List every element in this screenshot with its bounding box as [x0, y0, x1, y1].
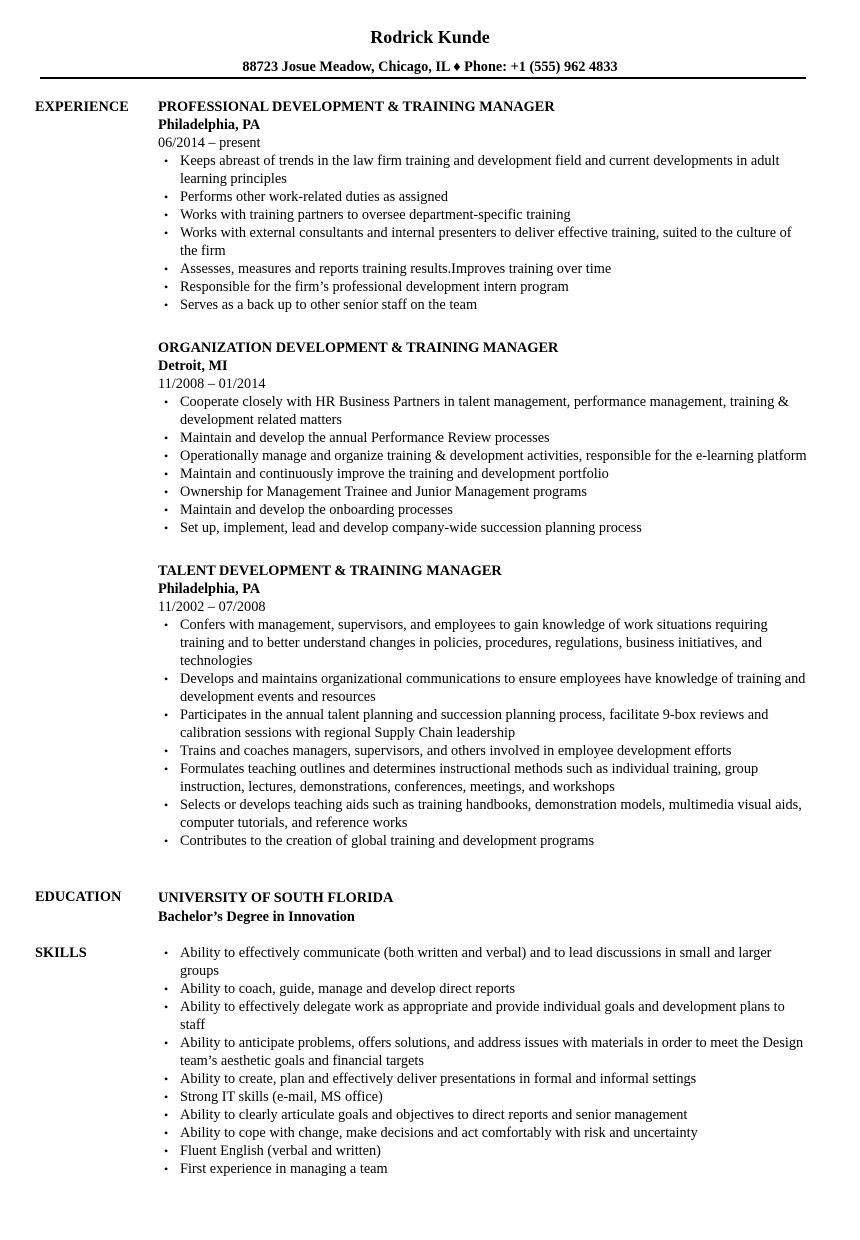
job-location: Philadelphia, PA: [158, 581, 261, 597]
bullet-item: • Maintain and develop the annual Performance Review processes: [158, 429, 808, 447]
skill-item: • First experience in managing a team: [158, 1160, 808, 1178]
skill-item: • Ability to anticipate problems, offers solutions, and address issues with materials in order to meet the Design team’s aesthetic goals and financial targets: [158, 1034, 808, 1070]
job-bullets: [158, 393, 808, 537]
job-dates: 06/2014 – present: [158, 135, 261, 151]
skills-list: [158, 944, 808, 1178]
job-title: ORGANIZATION DEVELOPMENT & TRAINING MANAGER: [158, 340, 559, 356]
bullet-item: • Works with external consultants and internal presenters to deliver effective training, suited to the culture of the firm: [158, 224, 808, 260]
job-bullets: [158, 616, 808, 850]
bullet-item: • Set up, implement, lead and develop company-wide succession planning process: [158, 519, 808, 537]
contact-info: 88723 Josue Meadow, Chicago, IL ♦ Phone: +1 (555) 962 4833: [242, 59, 618, 75]
degree: Bachelor’s Degree in Innovation: [158, 909, 355, 925]
bullet-item: • Ownership for Management Trainee and Junior Management programs: [158, 483, 808, 501]
bullet-item: • Performs other work-related duties as assigned: [158, 188, 808, 206]
job-title: PROFESSIONAL DEVELOPMENT & TRAINING MANAGER: [158, 99, 555, 115]
bullet-item: • Works with training partners to oversee department-specific training: [158, 206, 808, 224]
bullet-item: • Serves as a back up to other senior staff on the team: [158, 296, 808, 314]
skill-item: • Ability to cope with change, make decisions and act comfortably with risk and uncertainty: [158, 1124, 808, 1142]
bullet-item: • Maintain and continuously improve the training and development portfolio: [158, 465, 808, 483]
school-name: UNIVERSITY OF SOUTH FLORIDA: [158, 890, 394, 906]
job-entry: [158, 562, 808, 850]
bullet-item: • Operationally manage and organize training & development activities, responsible for the e-learning platform: [158, 447, 808, 465]
skill-item: • Ability to create, plan and effectively deliver presentations in formal and informal settings: [158, 1070, 808, 1088]
bullet-item: • Responsible for the firm’s professional development intern program: [158, 278, 808, 296]
candidate-name: Rodrick Kunde: [370, 27, 490, 47]
skill-item: • Strong IT skills (e-mail, MS office): [158, 1088, 808, 1106]
bullet-item: • Contributes to the creation of global training and development programs: [158, 832, 808, 850]
skill-item: • Fluent English (verbal and written): [158, 1142, 808, 1160]
job-location: Detroit, MI: [158, 358, 228, 374]
job-location: Philadelphia, PA: [158, 117, 261, 133]
skill-item: • Ability to coach, guide, manage and develop direct reports: [158, 980, 808, 998]
section-label: EDUCATION: [35, 889, 122, 905]
job-dates: 11/2002 – 07/2008: [158, 599, 266, 615]
skill-item: • Ability to effectively communicate (both written and verbal) and to lead discussions in small and larger groups: [158, 944, 808, 980]
bullet-item: • Cooperate closely with HR Business Partners in talent management, performance management, training & development related matters: [158, 393, 808, 429]
bullet-item: • Assesses, measures and reports training results.Improves training over time: [158, 260, 808, 278]
skill-item: • Ability to effectively delegate work as appropriate and provide individual goals and development plans to staff: [158, 998, 808, 1034]
bullet-item: • Formulates teaching outlines and determines instructional methods such as individual training, group instruction, lectures, demonstrations, conferences, meetings, and workshops: [158, 760, 808, 796]
bullet-item: • Selects or develops teaching aids such as training handbooks, demonstration models, multimedia visual aids, computer tutorials, and reference works: [158, 796, 808, 832]
section-label: SKILLS: [35, 945, 87, 961]
bullet-item: • Trains and coaches managers, supervisors, and others involved in employee development efforts: [158, 742, 808, 760]
bullet-item: • Participates in the annual talent planning and succession planning process, facilitate 9-box reviews and calibration sessions with regional Supply Chain leadership: [158, 706, 808, 742]
job-dates: 11/2008 – 01/2014: [158, 376, 266, 392]
header-divider: [40, 77, 806, 79]
job-entry: [158, 339, 808, 537]
job-bullets: [158, 152, 808, 314]
job-title: TALENT DEVELOPMENT & TRAINING MANAGER: [158, 563, 502, 579]
bullet-item: • Develops and maintains organizational communications to ensure employees have knowledge of training and development events and resources: [158, 670, 808, 706]
bullet-item: • Maintain and develop the onboarding processes: [158, 501, 808, 519]
job-entry: [158, 98, 808, 314]
section-label: EXPERIENCE: [35, 99, 129, 115]
bullet-item: • Confers with management, supervisors, and employees to gain knowledge of work situations requiring training and to better understand changes in policies, procedures, regulations, business initiatives, and technologies: [158, 616, 808, 670]
jobs-list: [158, 98, 808, 875]
skill-item: • Ability to clearly articulate goals and objectives to direct reports and senior management: [158, 1106, 808, 1124]
bullet-item: • Keeps abreast of trends in the law firm training and development field and current developments in adult learning principles: [158, 152, 808, 188]
